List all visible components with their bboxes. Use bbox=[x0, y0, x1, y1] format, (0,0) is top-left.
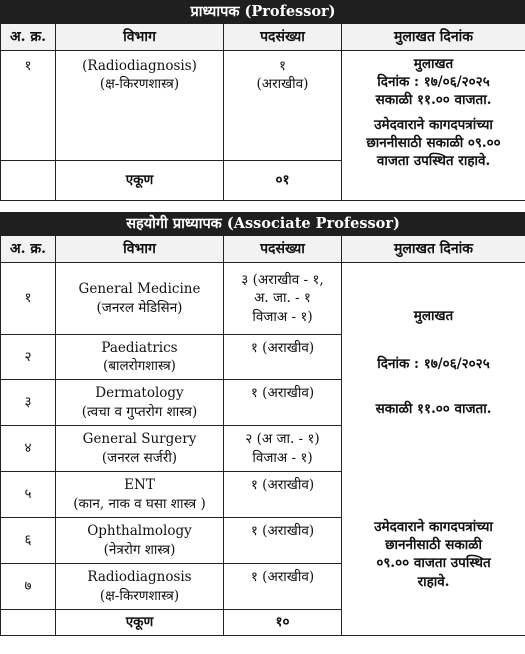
dept-name-mr: (क्ष-किरणशास्त्र) bbox=[99, 76, 180, 93]
sr-cell: ६ bbox=[1, 518, 56, 564]
posts-line: ३ (अराखीव - १, bbox=[241, 272, 324, 289]
interview-time: सकाळी ११.०० वाजता. bbox=[375, 400, 492, 417]
professor-table bbox=[0, 0, 525, 201]
document-note-2: छाननीसाठी सकाळी ०९.०० bbox=[366, 134, 501, 151]
sr-cell: ३ bbox=[1, 380, 56, 426]
posts-cell: १ (अराखीव) bbox=[224, 564, 342, 610]
sr-cell: १ bbox=[1, 263, 56, 335]
document-note-3: ०९.०० वाजता उपस्थित bbox=[376, 555, 491, 572]
interview-time: सकाळी ११.०० वाजता. bbox=[375, 92, 492, 109]
posts-number: १ bbox=[278, 58, 287, 74]
posts-cell: १ (अराखीव) bbox=[224, 472, 342, 518]
interview-details bbox=[342, 51, 525, 201]
sr-cell: २ bbox=[1, 335, 56, 380]
dept-cell bbox=[56, 380, 224, 426]
interview-details bbox=[342, 263, 525, 636]
dept-name-en: General Surgery bbox=[82, 431, 197, 448]
dept-name-en: Ophthalmology bbox=[87, 523, 192, 540]
document-note-2: छाननीसाठी सकाळी bbox=[385, 537, 482, 554]
col-dept-header: विभाग bbox=[56, 236, 224, 263]
total-label: एकूण bbox=[56, 610, 224, 636]
posts-line: २ (अ जा. - १) bbox=[245, 431, 320, 448]
posts-line: विजाअ - १) bbox=[252, 449, 313, 466]
interview-heading: मुलाखत bbox=[413, 308, 454, 325]
dept-cell bbox=[56, 472, 224, 518]
dept-name-mr: (जनरल मेडिसिन) bbox=[96, 299, 183, 316]
dept-name-mr: (त्वचा व गुप्तरोग शास्त्र) bbox=[81, 403, 198, 420]
col-interview-header: मुलाखत दिनांक bbox=[342, 24, 525, 51]
total-label: एकूण bbox=[56, 161, 224, 201]
total-value: ०१ bbox=[224, 161, 342, 201]
col-sr-header: अ. क्र. bbox=[1, 236, 56, 263]
dept-name-en: Radiodiagnosis bbox=[87, 569, 192, 586]
col-dept-header: विभाग bbox=[56, 24, 224, 51]
posts-category: (अराखीव) bbox=[256, 76, 309, 93]
dept-cell bbox=[56, 426, 224, 472]
dept-name-en: (Radiodiagnosis) bbox=[82, 58, 197, 74]
dept-name-mr: (कान, नाक व घसा शास्त्र ) bbox=[73, 495, 206, 512]
col-posts-header: पदसंख्या bbox=[224, 24, 342, 51]
dept-name-en: Paediatrics bbox=[101, 339, 178, 356]
total-value: १० bbox=[224, 610, 342, 636]
interview-date: दिनांक : १७/०६/२०२५ bbox=[377, 356, 490, 373]
posts-cell: १ (अराखीव) bbox=[224, 335, 342, 380]
dept-name-mr: (क्ष-किरणशास्त्र) bbox=[99, 587, 180, 604]
document-note-4: राहावे. bbox=[417, 573, 450, 590]
total-blank-cell bbox=[1, 161, 56, 201]
dept-name-mr: (जनरल सर्जरी) bbox=[101, 449, 178, 466]
document-note-3: वाजता उपस्थित राहावे. bbox=[376, 153, 491, 170]
interview-heading: मुलाखत bbox=[413, 56, 454, 72]
dept-name-en: General Medicine bbox=[78, 281, 201, 298]
dept-name-en: ENT bbox=[124, 477, 155, 494]
sr-cell: ७ bbox=[1, 564, 56, 610]
dept-cell bbox=[56, 518, 224, 564]
posts-cell bbox=[224, 263, 342, 335]
sr-cell: १ bbox=[1, 51, 56, 161]
posts-cell bbox=[224, 426, 342, 472]
dept-name-en: Dermatology bbox=[95, 385, 184, 402]
posts-line: अ. जा. - १ bbox=[254, 290, 311, 307]
total-blank-cell bbox=[1, 610, 56, 636]
posts-cell: १ (अराखीव) bbox=[224, 380, 342, 426]
document-note-1: उमेदवाराने कागदपत्रांच्या bbox=[374, 116, 493, 133]
professor-title: प्राध्यापक (Professor) bbox=[1, 1, 525, 24]
posts-cell bbox=[224, 51, 342, 161]
col-posts-header: पदसंख्या bbox=[224, 236, 342, 263]
dept-cell bbox=[56, 51, 224, 161]
associate-professor-table bbox=[0, 212, 525, 636]
dept-name-mr: (बालरोगशास्त्र) bbox=[103, 358, 176, 374]
interview-date: दिनांक : १७/०६/२०२५ bbox=[377, 74, 490, 91]
col-sr-header: अ. क्र. bbox=[1, 24, 56, 51]
document-note-1: उमेदवाराने कागदपत्रांच्या bbox=[374, 518, 493, 535]
associate-title: सहयोगी प्राध्यापक (Associate Professor) bbox=[1, 213, 525, 236]
sr-cell: ५ bbox=[1, 472, 56, 518]
dept-cell bbox=[56, 335, 224, 380]
dept-cell bbox=[56, 263, 224, 335]
posts-cell: १ (अराखीव) bbox=[224, 518, 342, 564]
col-interview-header: मुलाखत दिनांक bbox=[342, 236, 525, 263]
posts-line: विजाअ - १) bbox=[252, 308, 313, 325]
dept-name-mr: (नेत्ररोग शास्त्र) bbox=[103, 541, 176, 558]
sr-cell: ४ bbox=[1, 426, 56, 472]
dept-cell bbox=[56, 564, 224, 610]
